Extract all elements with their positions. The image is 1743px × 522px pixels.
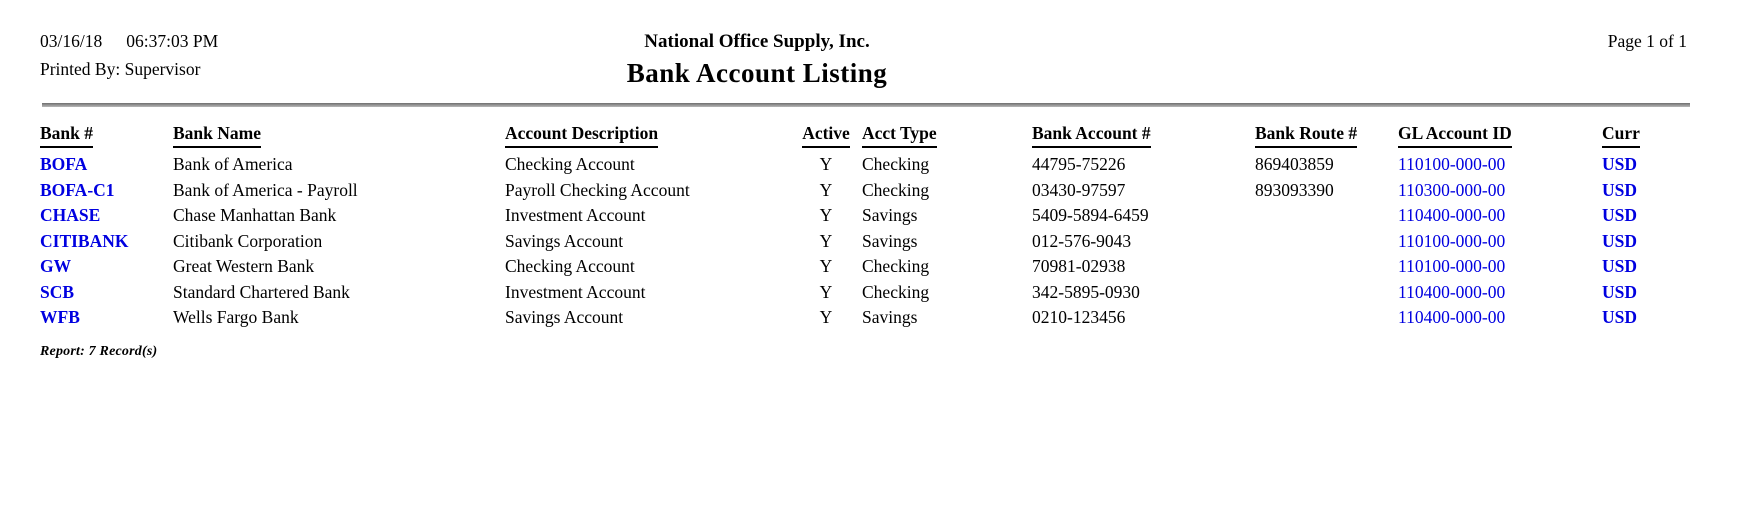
column-header-curr: Curr	[1602, 121, 1692, 148]
gl-account-link[interactable]: 110100-000-00	[1398, 230, 1506, 251]
report-date: 03/16/18	[40, 31, 103, 51]
report-header-left	[40, 31, 218, 80]
table-row	[0, 254, 1743, 280]
bank-name-cell: Bank of America	[173, 154, 293, 174]
table-row	[0, 203, 1743, 229]
account-description-cell: Payroll Checking Account	[505, 179, 690, 200]
bank-route-number-cell: 893093390	[1255, 179, 1334, 200]
report-time: 06:37:03 PM	[126, 31, 219, 51]
column-header-row	[0, 121, 1743, 148]
account-description-cell: Savings Account	[505, 230, 624, 251]
acct-type-cell: Checking	[862, 256, 930, 276]
acct-type-cell: Checking	[862, 179, 930, 200]
column-header-bank-name: Bank Name	[173, 121, 505, 148]
report-footer: Report: 7 Record(s)	[40, 344, 158, 359]
bank-number-link[interactable]: GW	[40, 256, 72, 276]
currency-cell: USD	[1602, 230, 1638, 251]
gl-account-link[interactable]: 110400-000-00	[1398, 307, 1506, 327]
bank-account-number-cell: 342-5895-0930	[1032, 281, 1140, 302]
table-row	[0, 152, 1743, 178]
acct-type-cell: Checking	[862, 154, 930, 174]
currency-cell: USD	[1602, 281, 1638, 302]
column-header-bank-route-no: Bank Route #	[1255, 121, 1398, 148]
bank-name-cell: Standard Chartered Bank	[173, 281, 350, 302]
gl-account-link[interactable]: 110300-000-00	[1398, 179, 1506, 200]
bank-account-number-cell: 03430-97597	[1032, 179, 1126, 200]
bank-account-number-cell: 5409-5894-6459	[1032, 205, 1149, 225]
bank-route-number-cell	[1255, 229, 1398, 255]
acct-type-cell: Savings	[862, 307, 918, 327]
active-flag-cell: Y	[819, 281, 833, 302]
gl-account-link[interactable]: 110100-000-00	[1398, 256, 1506, 276]
table-row	[0, 280, 1743, 306]
bank-route-number-cell	[1255, 305, 1398, 331]
currency-cell: USD	[1602, 205, 1638, 225]
bank-number-link[interactable]: CITIBANK	[40, 230, 129, 251]
bank-account-number-cell: 70981-02938	[1032, 256, 1126, 276]
bank-route-number-cell	[1255, 254, 1398, 280]
account-description-cell: Checking Account	[505, 154, 635, 174]
bank-number-link[interactable]: WFB	[40, 307, 80, 327]
bank-name-cell: Wells Fargo Bank	[173, 307, 299, 327]
bank-account-number-cell: 44795-75226	[1032, 154, 1126, 174]
bank-name-cell: Bank of America - Payroll	[173, 179, 358, 200]
printed-by-label: Printed By:	[40, 59, 121, 79]
table-row	[0, 305, 1743, 331]
currency-cell: USD	[1602, 307, 1638, 327]
currency-cell: USD	[1602, 256, 1638, 276]
table-row	[0, 229, 1743, 255]
bank-name-cell: Citibank Corporation	[173, 230, 323, 251]
table-row	[0, 178, 1743, 204]
account-description-cell: Investment Account	[505, 205, 646, 225]
report-header-center	[420, 31, 1094, 89]
active-flag-cell: Y	[819, 179, 833, 200]
report-title: Bank Account Listing	[626, 58, 888, 88]
report-datetime	[40, 31, 218, 52]
printed-by-value: Supervisor	[124, 59, 201, 79]
bank-account-number-cell: 0210-123456	[1032, 307, 1126, 327]
active-flag-cell: Y	[819, 154, 833, 174]
bank-route-number-cell	[1255, 203, 1398, 229]
header-divider	[42, 103, 1690, 107]
bank-route-number-cell	[1255, 280, 1398, 306]
gl-account-link[interactable]: 110400-000-00	[1398, 205, 1506, 225]
acct-type-cell: Checking	[862, 281, 930, 302]
bank-account-number-cell: 012-576-9043	[1032, 230, 1132, 251]
bank-number-link[interactable]: SCB	[40, 281, 75, 302]
account-description-cell: Savings Account	[505, 307, 624, 327]
currency-cell: USD	[1602, 154, 1638, 174]
active-flag-cell: Y	[819, 256, 833, 276]
bank-route-number-cell: 869403859	[1255, 154, 1334, 174]
gl-account-link[interactable]: 110400-000-00	[1398, 281, 1506, 302]
column-header-bank-no: Bank #	[40, 121, 173, 148]
column-header-acct-type: Acct Type	[862, 121, 1032, 148]
column-header-account-description: Account Description	[505, 121, 790, 148]
gl-account-link[interactable]: 110100-000-00	[1398, 154, 1506, 174]
company-name: National Office Supply, Inc.	[644, 31, 870, 52]
bank-number-link[interactable]: CHASE	[40, 205, 101, 225]
active-flag-cell: Y	[819, 307, 833, 327]
column-header-active: Active	[790, 121, 862, 148]
account-description-cell: Investment Account	[505, 281, 646, 302]
currency-cell: USD	[1602, 179, 1638, 200]
acct-type-cell: Savings	[862, 230, 918, 251]
bank-number-link[interactable]: BOFA	[40, 154, 88, 174]
active-flag-cell: Y	[819, 205, 833, 225]
page-indicator: Page 1 of 1	[1607, 31, 1687, 51]
printed-by-line	[40, 59, 218, 80]
account-description-cell: Checking Account	[505, 256, 635, 276]
acct-type-cell: Savings	[862, 205, 918, 225]
report-header-right	[1608, 31, 1687, 52]
bank-number-link[interactable]: BOFA-C1	[40, 179, 115, 200]
column-header-gl-account-id: GL Account ID	[1398, 121, 1602, 148]
bank-name-cell: Chase Manhattan Bank	[173, 205, 337, 225]
active-flag-cell: Y	[819, 230, 833, 251]
column-header-bank-account-no: Bank Account #	[1032, 121, 1255, 148]
bank-name-cell: Great Western Bank	[173, 256, 315, 276]
table-body	[0, 152, 1743, 331]
